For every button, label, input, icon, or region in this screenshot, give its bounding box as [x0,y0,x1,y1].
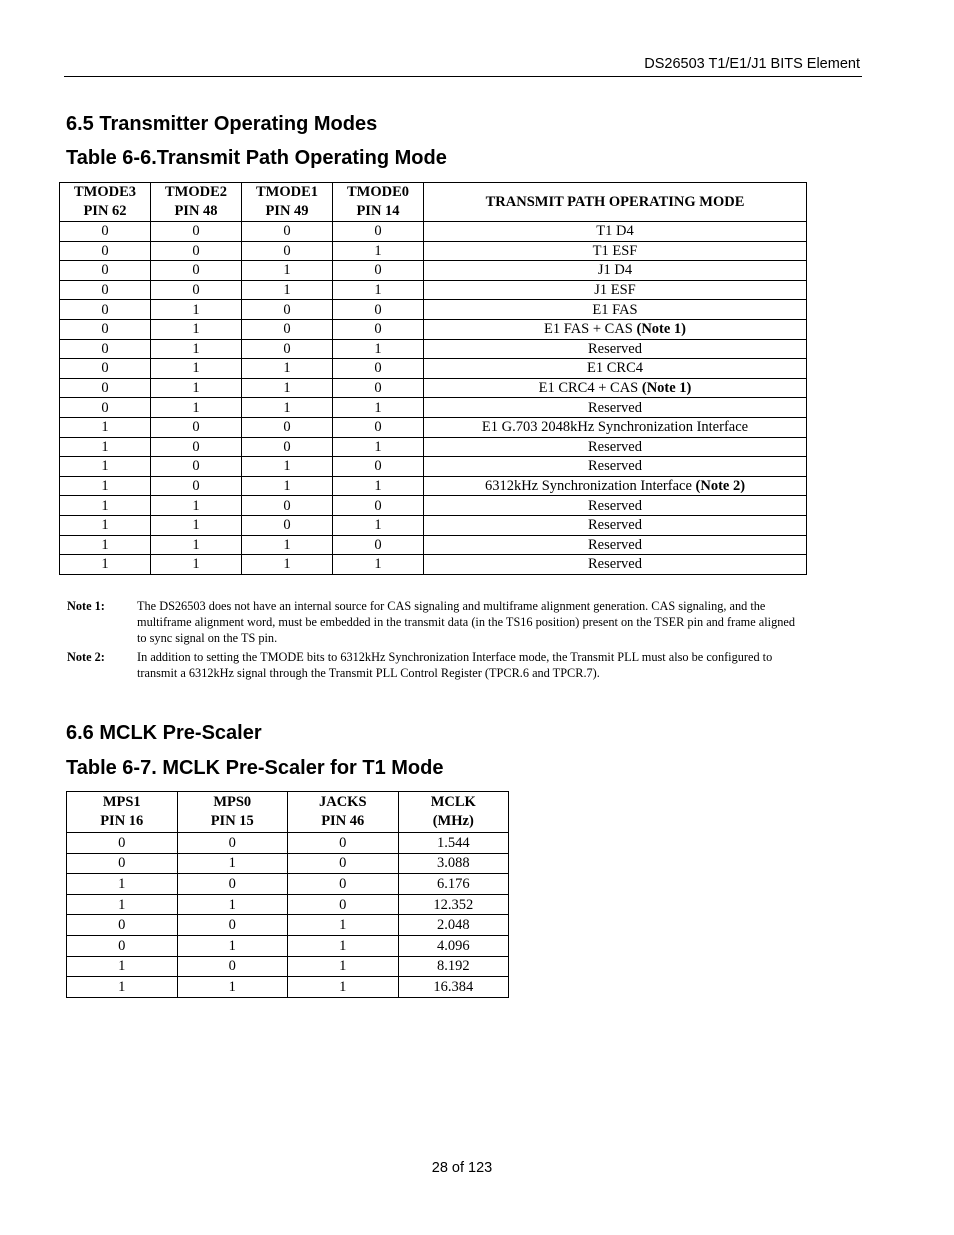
table-cell: 0 [333,417,424,437]
mode-cell [424,496,807,516]
table-row [60,437,807,457]
note-reference: (Note 2) [695,478,746,495]
table-cell: 0 [151,241,242,261]
mode-cell [424,378,807,398]
table-cell: 1 [242,280,333,300]
mode-text: 6312kHz Synchronization Interface [484,478,696,495]
column-header-line: MPS1 [102,794,141,810]
table-cell: 1 [60,555,151,575]
column-header-line: TMODE3 [73,184,137,200]
table-cell: 1 [67,874,178,895]
mode-cell [424,515,807,535]
mode-text: Reserved [588,399,642,416]
table-cell: 1 [288,915,399,936]
mode-cell [424,417,807,437]
table-cell: 0 [333,319,424,339]
table-row [60,496,807,516]
mode-cell [424,398,807,418]
table-cell: 0 [60,222,151,242]
table-cell: 0 [67,853,178,874]
table-cell: 0 [60,319,151,339]
table-row [60,300,807,320]
transmit-path-operating-mode-table [59,182,807,575]
table-cell: 0 [67,935,178,956]
column-header [177,792,288,833]
document-title: DS26503 T1/E1/J1 BITS Element [644,56,860,72]
table-cell: 8.192 [398,956,509,977]
table-cell: 0 [151,437,242,457]
mode-cell [424,359,807,379]
page-header [64,55,862,77]
column-header-line: PIN 16 [100,813,144,829]
note-label: Note 2: [67,650,105,664]
mode-text: Reserved [588,517,642,534]
table-cell: 1 [67,894,178,915]
mode-text: E1 CRC4 [587,360,643,377]
table-cell: 1 [177,894,288,915]
table-cell: 0 [333,261,424,281]
mclk-pre-scaler-table [66,791,509,998]
column-header [67,792,178,833]
column-header [60,183,151,222]
table-cell: 1 [242,261,333,281]
table-cell: 1 [333,398,424,418]
table-cell: 0 [242,417,333,437]
table-cell: 1 [60,496,151,516]
table-cell: 1 [242,535,333,555]
table-cell: 1 [333,437,424,457]
mode-text: Reserved [588,497,642,514]
column-header-line: MPS0 [213,794,252,810]
note-reference: (Note 1) [641,380,692,397]
table-cell: 1 [60,515,151,535]
table-cell: 1 [333,339,424,359]
table-row [60,241,807,261]
column-header-line: JACKS [318,794,367,810]
table-cell: 0 [333,300,424,320]
table-cell: 0 [151,261,242,281]
table-cell: 0 [288,853,399,874]
column-header [398,792,509,833]
table-cell: 0 [60,359,151,379]
column-header [151,183,242,222]
table-row [67,853,509,874]
table-cell: 1 [288,956,399,977]
table-cell: 1 [242,378,333,398]
table-cell: 0 [67,833,178,854]
table-cell: 0 [177,956,288,977]
table-cell: 1 [177,935,288,956]
column-header-line: PIN 48 [174,203,218,219]
table-cell: 1 [60,417,151,437]
table-cell: 16.384 [398,977,509,998]
table-cell: 0 [60,241,151,261]
mode-cell [424,457,807,477]
note-label: Note 1: [67,599,105,613]
table-cell: 0 [60,300,151,320]
table-cell: 1 [60,437,151,457]
table-cell: 1 [333,241,424,261]
table-row [67,833,509,854]
table-cell: 0 [333,222,424,242]
table-row [60,378,807,398]
table-cell: 1 [288,935,399,956]
table-cell: 0 [242,437,333,457]
column-header [242,183,333,222]
table-cell: 0 [333,496,424,516]
column-header-line: PIN 15 [210,813,254,829]
table-cell: 0 [60,398,151,418]
table-row [60,457,807,477]
table-cell: 1 [151,398,242,418]
mode-cell [424,555,807,575]
table-cell: 0 [333,457,424,477]
table-cell: 0 [242,300,333,320]
table-cell: 1 [242,359,333,379]
mode-text: E1 FAS [592,301,638,318]
table-cell: 0 [151,417,242,437]
mode-cell [424,222,807,242]
table-cell: 0 [177,833,288,854]
page-number: 28 of 123 [431,1160,493,1176]
table-row [67,894,509,915]
mode-cell [424,300,807,320]
table-notes [67,598,797,684]
table-cell: 1 [242,476,333,496]
table-cell: 1 [151,378,242,398]
mode-cell [424,280,807,300]
mode-text: Reserved [588,438,642,455]
table-cell: 1 [60,535,151,555]
table-cell: 0 [60,378,151,398]
table-cell: 0 [60,339,151,359]
table-cell: 1 [60,476,151,496]
header-row [67,792,509,833]
mode-cell [424,437,807,457]
table-cell: 1 [333,555,424,575]
table-6-7-caption: Table 6-7. MCLK Pre-Scaler for T1 Mode [66,757,444,779]
table-cell: 0 [242,241,333,261]
mode-text: J1 D4 [597,262,633,279]
table-cell: 1 [151,515,242,535]
table-row [60,359,807,379]
column-header-line: TMODE2 [164,184,228,200]
table-cell: 0 [67,915,178,936]
table-cell: 0 [288,874,399,895]
table-cell: 0 [151,222,242,242]
mode-text: J1 ESF [594,282,636,299]
column-header-line: (MHz) [432,813,474,829]
table-cell: 0 [242,319,333,339]
section-heading-6-5: 6.5 Transmitter Operating Modes [66,113,378,135]
table-cell: 6.176 [398,874,509,895]
table-cell: 0 [177,915,288,936]
table-cell: 1 [242,398,333,418]
mode-text: T1 D4 [596,223,634,240]
table-cell: 0 [288,833,399,854]
table-cell: 1 [151,496,242,516]
table-cell: 1 [151,319,242,339]
note [67,649,797,681]
table-row [60,319,807,339]
table-row [60,515,807,535]
table-cell: 1 [333,280,424,300]
header-row [60,183,807,222]
table-row [67,935,509,956]
table-cell: 1 [333,476,424,496]
table-cell: 0 [177,874,288,895]
table-row [67,874,509,895]
mode-cell [424,319,807,339]
table-cell: 0 [60,261,151,281]
mode-cell [424,476,807,496]
table-cell: 0 [151,457,242,477]
note [67,598,797,646]
mode-text: Reserved [588,556,642,573]
mode-text: E1 FAS + CAS [543,321,637,338]
table-row [67,977,509,998]
table-cell: 1 [151,339,242,359]
table-row [60,222,807,242]
table-row [67,915,509,936]
table-row [60,339,807,359]
table-row [60,261,807,281]
column-header-line: TMODE0 [346,184,410,200]
column-header-line: TMODE1 [255,184,319,200]
table-cell: 3.088 [398,853,509,874]
table-cell: 0 [242,496,333,516]
column-header [333,183,424,222]
note-reference: (Note 1) [636,321,687,338]
table-cell: 0 [333,378,424,398]
column-header-line: PIN 14 [356,203,400,219]
table-row [60,535,807,555]
mode-cell [424,535,807,555]
column-header [288,792,399,833]
table-cell: 1 [151,535,242,555]
table-row [60,280,807,300]
mode-text: E1 G.703 2048kHz Synchronization Interface [481,419,749,436]
mode-text: E1 CRC4 + CAS [538,380,642,397]
table-cell: 0 [333,359,424,379]
table-row [60,398,807,418]
table-cell: 0 [60,280,151,300]
mode-text: Reserved [588,536,642,553]
column-header-line: TRANSMIT PATH OPERATING MODE [485,193,745,210]
table-cell: 0 [333,535,424,555]
table-cell: 1.544 [398,833,509,854]
table-cell: 1 [333,515,424,535]
table-row [60,476,807,496]
table-cell: 1 [151,300,242,320]
table-cell: 4.096 [398,935,509,956]
table-row [60,555,807,575]
table-row [60,417,807,437]
mode-text: Reserved [588,458,642,475]
column-header-line: MCLK [430,794,476,810]
column-header [424,183,807,222]
column-header-line: PIN 49 [265,203,309,219]
table-cell: 0 [242,222,333,242]
table-6-6-caption: Table 6-6.Transmit Path Operating Mode [66,147,447,169]
mode-cell [424,339,807,359]
table-cell: 1 [60,457,151,477]
note-text: In addition to setting the TMODE bits to 6312kHz Synchronization Interface mode, the Transmit PLL must also be configured to transmit a 6312kHz signal through the Transmit PLL Control Register (TPCR.6 and TPCR.7). [137,650,773,680]
table-cell: 1 [177,853,288,874]
table-row [67,956,509,977]
table-cell: 1 [67,956,178,977]
table-cell: 0 [242,515,333,535]
table-cell: 12.352 [398,894,509,915]
mode-cell [424,241,807,261]
table-cell: 1 [151,359,242,379]
mode-text: T1 ESF [592,242,638,259]
table-cell: 0 [242,339,333,359]
table-cell: 1 [67,977,178,998]
column-header-line: PIN 46 [321,813,365,829]
table-cell: 1 [242,555,333,575]
table-cell: 1 [177,977,288,998]
column-header-line: PIN 62 [83,203,127,219]
table-cell: 0 [151,280,242,300]
note-text: The DS26503 does not have an internal source for CAS signaling and multiframe alignment generation. CAS signaling, and the multiframe alignment word, must be embedded in the transmit data (in the TS16 position) present on the TSER pin and frame aligned to sync signal on the TS pin. [137,599,795,645]
table-cell: 0 [151,476,242,496]
section-heading-6-6: 6.6 MCLK Pre-Scaler [66,722,262,744]
table-cell: 2.048 [398,915,509,936]
mode-text: Reserved [588,340,642,357]
mode-cell [424,261,807,281]
table-cell: 0 [288,894,399,915]
table-cell: 1 [242,457,333,477]
table-cell: 1 [151,555,242,575]
table-cell: 1 [288,977,399,998]
